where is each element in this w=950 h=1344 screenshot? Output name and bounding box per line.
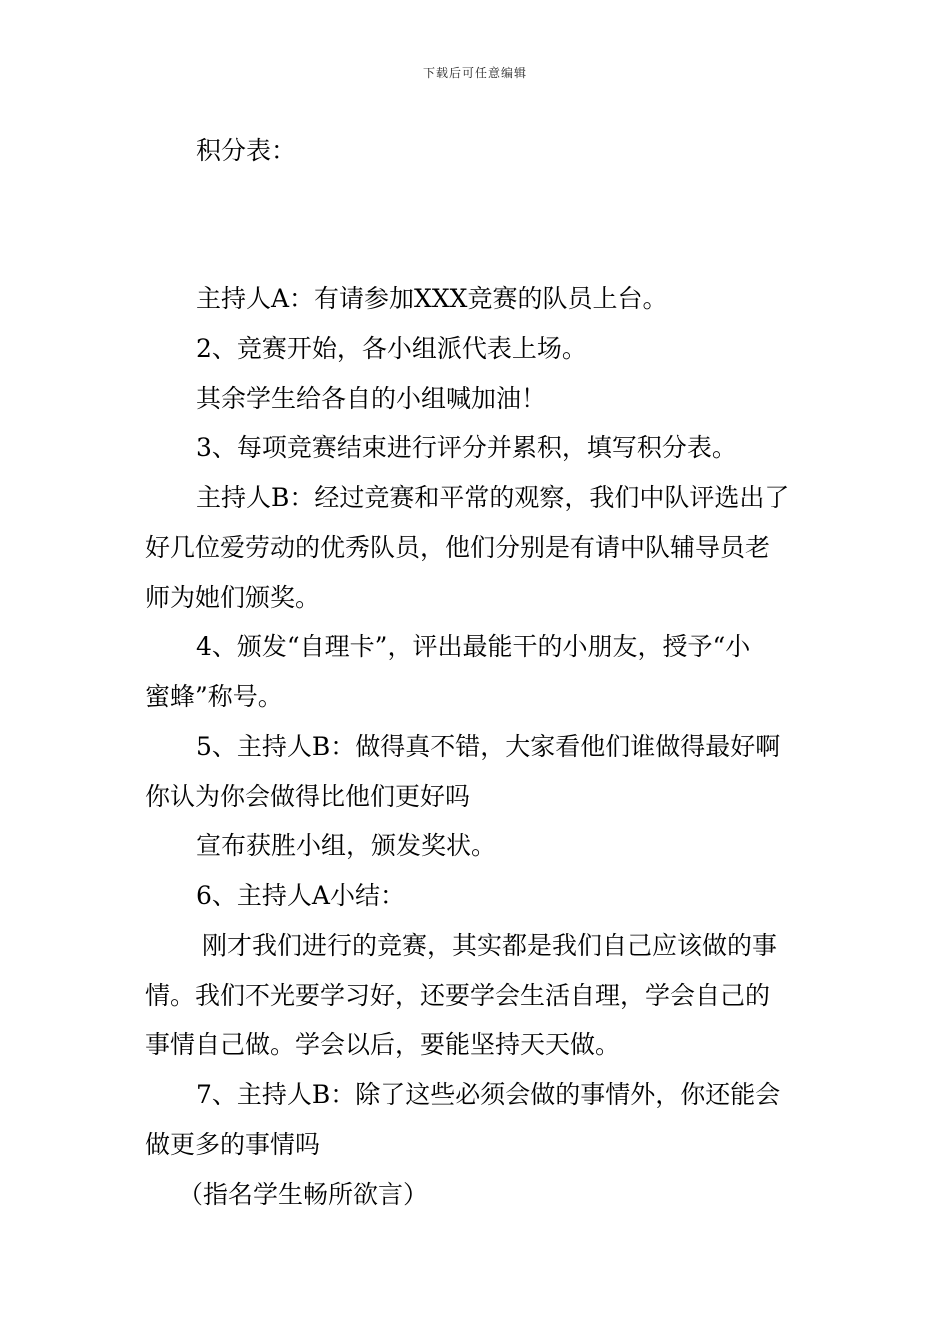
paragraph-line: 7、主持人B：除了这些必须会做的事情外，你还能会: [196, 1080, 781, 1109]
paragraph-line: 2、竞赛开始，各小组派代表上场。: [196, 334, 587, 363]
paragraph-line: 做更多的事情吗: [145, 1130, 321, 1159]
paragraph-line: 其余学生给各自的小组喊加油！: [196, 384, 547, 413]
paragraph-line: 宣布获胜小组，颁发奖状。: [196, 831, 497, 860]
paragraph-line: 主持人A：有请参加XXX竞赛的队员上台。: [196, 284, 668, 313]
paragraph-line: （指名学生畅所欲言）: [178, 1180, 429, 1209]
paragraph-line: 刚才我们进行的竞赛，其实都是我们自己应该做的事: [202, 931, 778, 960]
paragraph-line: 事情自己做。学会以后，要能坚持天天做。: [145, 1030, 621, 1059]
score-table-label: 积分表：: [196, 136, 297, 165]
paragraph-line: 师为她们颁奖。: [145, 583, 321, 612]
paragraph-line: 4、颁发“自理卡”，评出最能干的小朋友，授予“小: [196, 632, 751, 661]
paragraph-line: 主持人B：经过竞赛和平常的观察，我们中队评选出了: [196, 483, 790, 512]
page-header-note: 下载后可任意编辑: [422, 66, 527, 80]
paragraph-line: 蜜蜂”称号。: [145, 682, 283, 711]
paragraph-line: 5、主持人B：做得真不错，大家看他们谁做得最好啊: [196, 732, 781, 761]
paragraph-line: 好几位爱劳动的优秀队员，他们分别是有请中队辅导员老: [145, 533, 771, 562]
paragraph-line: 情。我们不光要学习好，还要学会生活自理，学会自己的: [145, 981, 771, 1010]
paragraph-line: 3、每项竞赛结束进行评分并累积，填写积分表。: [196, 433, 737, 462]
paragraph-line: 6、主持人A小结：: [196, 881, 405, 910]
paragraph-line: 你认为你会做得比他们更好吗: [145, 782, 471, 811]
